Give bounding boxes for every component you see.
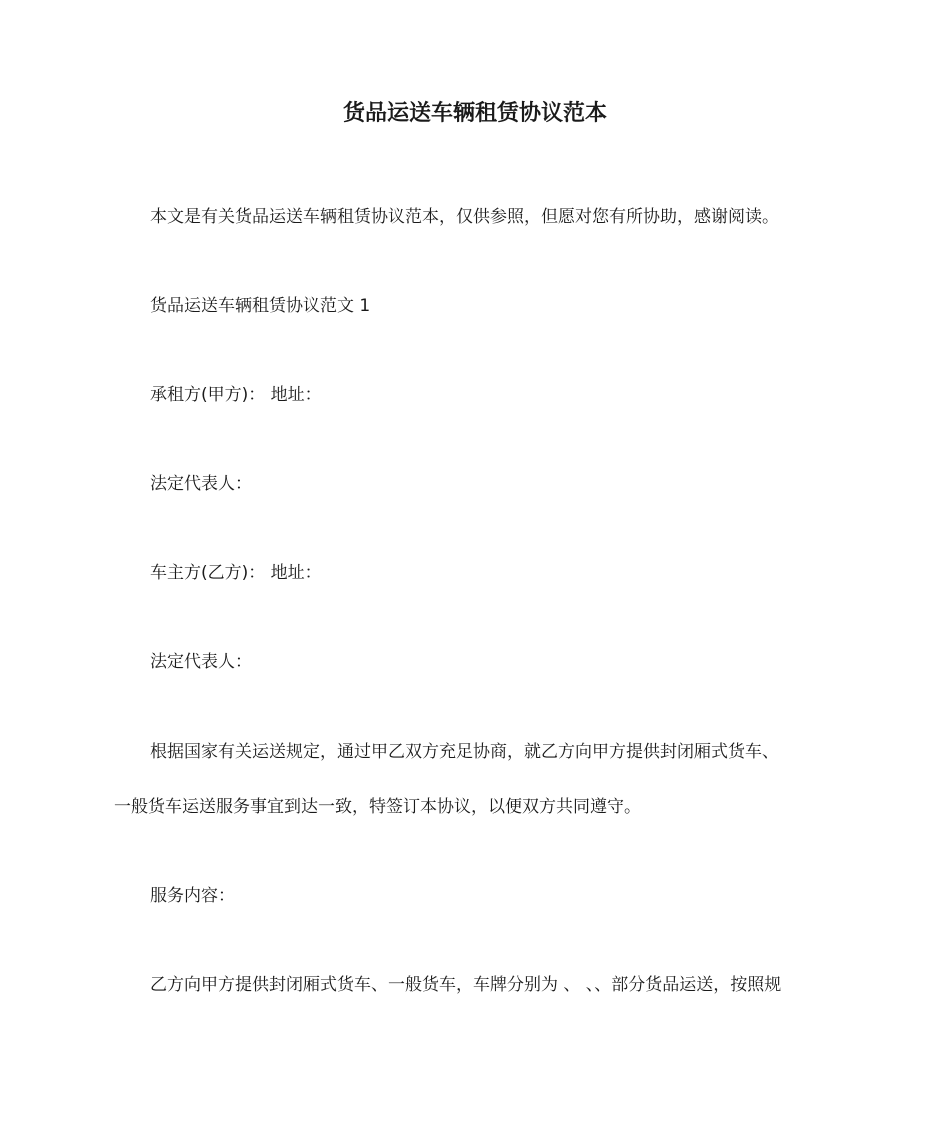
intro-paragraph: 本文是有关货品运送车辆租赁协议范本，仅供参照，但愿对您有所协助，感谢阅读。 [150,207,779,227]
party-b-line: 车主方(乙方)： 地址： [150,563,322,583]
document-title: 货品运送车辆租赁协议范本 [342,101,607,126]
party-a-line: 承租方(甲方)： 地址： [150,385,322,405]
section-heading: 货品运送车辆租赁协议范文 1 [150,296,371,316]
agreement-paragraph-line-2: 一般货车运送服务事宜到达一致，特签订本协议，以便双方共同遵守。 [114,797,641,817]
party-a-representative-line: 法定代表人： [150,474,252,494]
agreement-paragraph-line-1: 根据国家有关运送规定，通过甲乙双方充足协商，就乙方向甲方提供封闭厢式货车、 [150,742,779,762]
party-b-representative-line: 法定代表人： [150,652,252,672]
service-content-heading: 服务内容： [150,886,235,906]
service-content-paragraph: 乙方向甲方提供封闭厢式货车、一般货车，车牌分别为 、 、、部分货品运送，按照规 [150,975,782,995]
